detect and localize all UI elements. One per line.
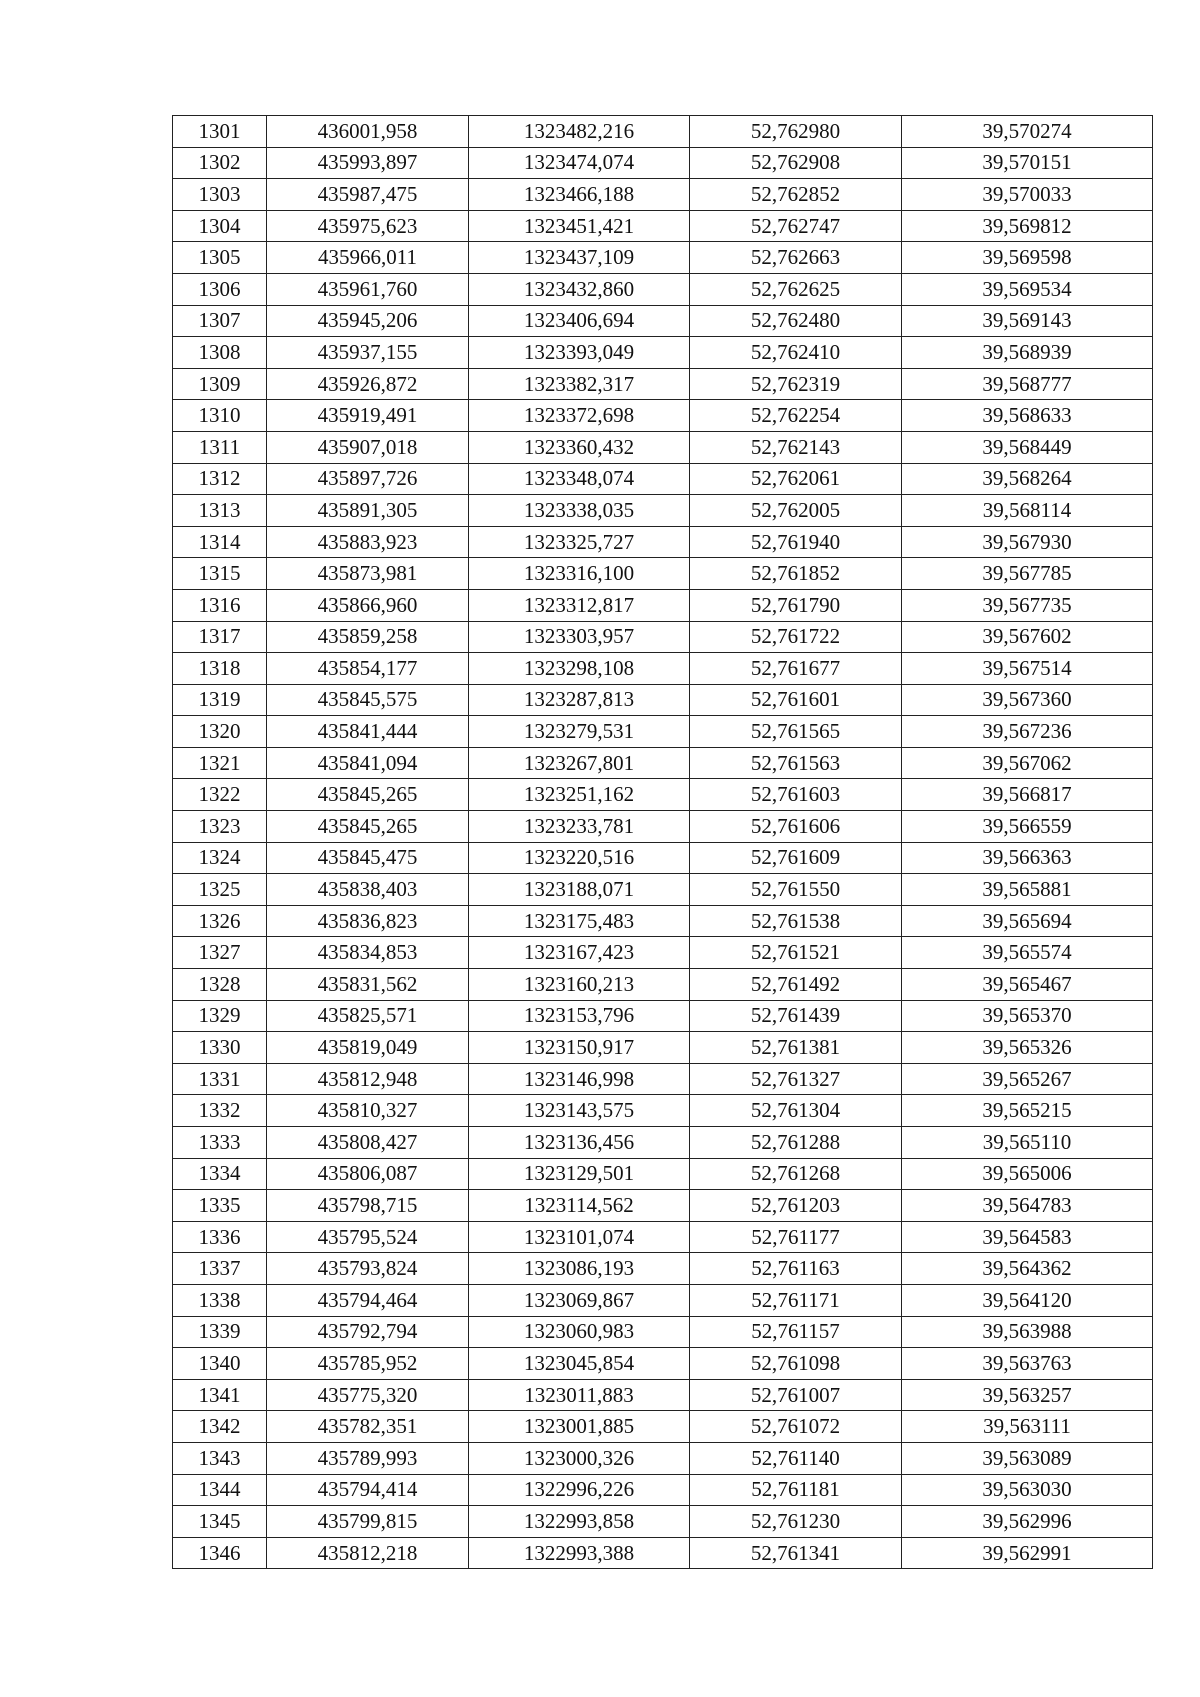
latitude-cell: 52,761550 bbox=[690, 874, 902, 906]
point-number-cell: 1336 bbox=[173, 1221, 267, 1253]
longitude-cell: 39,567930 bbox=[902, 526, 1153, 558]
y-coordinate-cell: 1323406,694 bbox=[469, 305, 690, 337]
y-coordinate-cell: 1323011,883 bbox=[469, 1379, 690, 1411]
latitude-cell: 52,762908 bbox=[690, 147, 902, 179]
table-row bbox=[173, 116, 1153, 148]
table-row bbox=[173, 1379, 1153, 1411]
table-row bbox=[173, 1000, 1153, 1032]
longitude-cell: 39,563257 bbox=[902, 1379, 1153, 1411]
longitude-cell: 39,567785 bbox=[902, 558, 1153, 590]
longitude-cell: 39,567735 bbox=[902, 589, 1153, 621]
point-number-cell: 1307 bbox=[173, 305, 267, 337]
longitude-cell: 39,568114 bbox=[902, 495, 1153, 527]
latitude-cell: 52,761327 bbox=[690, 1063, 902, 1095]
y-coordinate-cell: 1323160,213 bbox=[469, 969, 690, 1001]
table-row bbox=[173, 337, 1153, 369]
x-coordinate-cell: 435785,952 bbox=[267, 1348, 469, 1380]
x-coordinate-cell: 435782,351 bbox=[267, 1411, 469, 1443]
latitude-cell: 52,761603 bbox=[690, 779, 902, 811]
point-number-cell: 1343 bbox=[173, 1442, 267, 1474]
y-coordinate-cell: 1323150,917 bbox=[469, 1032, 690, 1064]
x-coordinate-cell: 435775,320 bbox=[267, 1379, 469, 1411]
table-row bbox=[173, 1506, 1153, 1538]
longitude-cell: 39,565215 bbox=[902, 1095, 1153, 1127]
point-number-cell: 1309 bbox=[173, 368, 267, 400]
x-coordinate-cell: 435854,177 bbox=[267, 653, 469, 685]
point-number-cell: 1337 bbox=[173, 1253, 267, 1285]
table-row bbox=[173, 1063, 1153, 1095]
table-row bbox=[173, 1316, 1153, 1348]
x-coordinate-cell: 435794,414 bbox=[267, 1474, 469, 1506]
table-row bbox=[173, 1474, 1153, 1506]
y-coordinate-cell: 1323000,326 bbox=[469, 1442, 690, 1474]
table-row bbox=[173, 1190, 1153, 1222]
longitude-cell: 39,563030 bbox=[902, 1474, 1153, 1506]
x-coordinate-cell: 435975,623 bbox=[267, 210, 469, 242]
longitude-cell: 39,568449 bbox=[902, 431, 1153, 463]
longitude-cell: 39,566817 bbox=[902, 779, 1153, 811]
y-coordinate-cell: 1323251,162 bbox=[469, 779, 690, 811]
latitude-cell: 52,761181 bbox=[690, 1474, 902, 1506]
y-coordinate-cell: 1323312,817 bbox=[469, 589, 690, 621]
table-row bbox=[173, 842, 1153, 874]
x-coordinate-cell: 435883,923 bbox=[267, 526, 469, 558]
latitude-cell: 52,761790 bbox=[690, 589, 902, 621]
y-coordinate-cell: 1323437,109 bbox=[469, 242, 690, 274]
point-number-cell: 1338 bbox=[173, 1284, 267, 1316]
table-row bbox=[173, 400, 1153, 432]
latitude-cell: 52,762980 bbox=[690, 116, 902, 148]
x-coordinate-cell: 435819,049 bbox=[267, 1032, 469, 1064]
x-coordinate-cell: 435907,018 bbox=[267, 431, 469, 463]
point-number-cell: 1316 bbox=[173, 589, 267, 621]
x-coordinate-cell: 435945,206 bbox=[267, 305, 469, 337]
longitude-cell: 39,565467 bbox=[902, 969, 1153, 1001]
x-coordinate-cell: 435919,491 bbox=[267, 400, 469, 432]
point-number-cell: 1329 bbox=[173, 1000, 267, 1032]
x-coordinate-cell: 435961,760 bbox=[267, 273, 469, 305]
x-coordinate-cell: 435810,327 bbox=[267, 1095, 469, 1127]
latitude-cell: 52,761722 bbox=[690, 621, 902, 653]
latitude-cell: 52,761563 bbox=[690, 747, 902, 779]
longitude-cell: 39,567514 bbox=[902, 653, 1153, 685]
y-coordinate-cell: 1323316,100 bbox=[469, 558, 690, 590]
point-number-cell: 1332 bbox=[173, 1095, 267, 1127]
table-row bbox=[173, 179, 1153, 211]
longitude-cell: 39,562996 bbox=[902, 1506, 1153, 1538]
longitude-cell: 39,570274 bbox=[902, 116, 1153, 148]
y-coordinate-cell: 1323482,216 bbox=[469, 116, 690, 148]
point-number-cell: 1313 bbox=[173, 495, 267, 527]
x-coordinate-cell: 435808,427 bbox=[267, 1127, 469, 1159]
y-coordinate-cell: 1323167,423 bbox=[469, 937, 690, 969]
longitude-cell: 39,565326 bbox=[902, 1032, 1153, 1064]
point-number-cell: 1323 bbox=[173, 811, 267, 843]
point-number-cell: 1340 bbox=[173, 1348, 267, 1380]
y-coordinate-cell: 1323393,049 bbox=[469, 337, 690, 369]
longitude-cell: 39,567360 bbox=[902, 684, 1153, 716]
point-number-cell: 1321 bbox=[173, 747, 267, 779]
point-number-cell: 1324 bbox=[173, 842, 267, 874]
longitude-cell: 39,565694 bbox=[902, 905, 1153, 937]
longitude-cell: 39,563763 bbox=[902, 1348, 1153, 1380]
point-number-cell: 1317 bbox=[173, 621, 267, 653]
latitude-cell: 52,761341 bbox=[690, 1537, 902, 1569]
x-coordinate-cell: 436001,958 bbox=[267, 116, 469, 148]
table-row bbox=[173, 684, 1153, 716]
longitude-cell: 39,567602 bbox=[902, 621, 1153, 653]
x-coordinate-cell: 435798,715 bbox=[267, 1190, 469, 1222]
latitude-cell: 52,762319 bbox=[690, 368, 902, 400]
table-row bbox=[173, 1348, 1153, 1380]
y-coordinate-cell: 1323338,035 bbox=[469, 495, 690, 527]
table-row bbox=[173, 210, 1153, 242]
latitude-cell: 52,761163 bbox=[690, 1253, 902, 1285]
latitude-cell: 52,761940 bbox=[690, 526, 902, 558]
table-row bbox=[173, 1284, 1153, 1316]
table-row bbox=[173, 716, 1153, 748]
y-coordinate-cell: 1323451,421 bbox=[469, 210, 690, 242]
point-number-cell: 1326 bbox=[173, 905, 267, 937]
y-coordinate-cell: 1323153,796 bbox=[469, 1000, 690, 1032]
table-row bbox=[173, 463, 1153, 495]
point-number-cell: 1305 bbox=[173, 242, 267, 274]
latitude-cell: 52,761007 bbox=[690, 1379, 902, 1411]
point-number-cell: 1331 bbox=[173, 1063, 267, 1095]
longitude-cell: 39,565110 bbox=[902, 1127, 1153, 1159]
x-coordinate-cell: 435831,562 bbox=[267, 969, 469, 1001]
longitude-cell: 39,569534 bbox=[902, 273, 1153, 305]
y-coordinate-cell: 1323287,813 bbox=[469, 684, 690, 716]
table-row bbox=[173, 589, 1153, 621]
latitude-cell: 52,761177 bbox=[690, 1221, 902, 1253]
x-coordinate-cell: 435794,464 bbox=[267, 1284, 469, 1316]
latitude-cell: 52,761538 bbox=[690, 905, 902, 937]
point-number-cell: 1311 bbox=[173, 431, 267, 463]
x-coordinate-cell: 435897,726 bbox=[267, 463, 469, 495]
point-number-cell: 1328 bbox=[173, 969, 267, 1001]
latitude-cell: 52,762852 bbox=[690, 179, 902, 211]
longitude-cell: 39,563089 bbox=[902, 1442, 1153, 1474]
latitude-cell: 52,761606 bbox=[690, 811, 902, 843]
point-number-cell: 1322 bbox=[173, 779, 267, 811]
latitude-cell: 52,761098 bbox=[690, 1348, 902, 1380]
longitude-cell: 39,570033 bbox=[902, 179, 1153, 211]
latitude-cell: 52,761677 bbox=[690, 653, 902, 685]
table-row bbox=[173, 779, 1153, 811]
longitude-cell: 39,565574 bbox=[902, 937, 1153, 969]
latitude-cell: 52,761140 bbox=[690, 1442, 902, 1474]
table-row bbox=[173, 937, 1153, 969]
x-coordinate-cell: 435812,948 bbox=[267, 1063, 469, 1095]
y-coordinate-cell: 1322993,858 bbox=[469, 1506, 690, 1538]
point-number-cell: 1312 bbox=[173, 463, 267, 495]
x-coordinate-cell: 435836,823 bbox=[267, 905, 469, 937]
latitude-cell: 52,761072 bbox=[690, 1411, 902, 1443]
longitude-cell: 39,568633 bbox=[902, 400, 1153, 432]
point-number-cell: 1306 bbox=[173, 273, 267, 305]
x-coordinate-cell: 435937,155 bbox=[267, 337, 469, 369]
point-number-cell: 1302 bbox=[173, 147, 267, 179]
latitude-cell: 52,762480 bbox=[690, 305, 902, 337]
longitude-cell: 39,565006 bbox=[902, 1158, 1153, 1190]
latitude-cell: 52,762005 bbox=[690, 495, 902, 527]
x-coordinate-cell: 435891,305 bbox=[267, 495, 469, 527]
table-row bbox=[173, 305, 1153, 337]
latitude-cell: 52,761268 bbox=[690, 1158, 902, 1190]
point-number-cell: 1318 bbox=[173, 653, 267, 685]
x-coordinate-cell: 435825,571 bbox=[267, 1000, 469, 1032]
y-coordinate-cell: 1323136,456 bbox=[469, 1127, 690, 1159]
x-coordinate-cell: 435812,218 bbox=[267, 1537, 469, 1569]
x-coordinate-cell: 435926,872 bbox=[267, 368, 469, 400]
table-row bbox=[173, 495, 1153, 527]
y-coordinate-cell: 1323220,516 bbox=[469, 842, 690, 874]
y-coordinate-cell: 1323466,188 bbox=[469, 179, 690, 211]
table-row bbox=[173, 969, 1153, 1001]
x-coordinate-cell: 435806,087 bbox=[267, 1158, 469, 1190]
table-row bbox=[173, 431, 1153, 463]
latitude-cell: 52,761565 bbox=[690, 716, 902, 748]
x-coordinate-cell: 435845,265 bbox=[267, 811, 469, 843]
table-row bbox=[173, 1032, 1153, 1064]
point-number-cell: 1308 bbox=[173, 337, 267, 369]
longitude-cell: 39,567062 bbox=[902, 747, 1153, 779]
table-row bbox=[173, 242, 1153, 274]
x-coordinate-cell: 435993,897 bbox=[267, 147, 469, 179]
longitude-cell: 39,566559 bbox=[902, 811, 1153, 843]
longitude-cell: 39,564783 bbox=[902, 1190, 1153, 1222]
longitude-cell: 39,564362 bbox=[902, 1253, 1153, 1285]
y-coordinate-cell: 1323303,957 bbox=[469, 621, 690, 653]
longitude-cell: 39,565267 bbox=[902, 1063, 1153, 1095]
table-row bbox=[173, 1253, 1153, 1285]
latitude-cell: 52,761304 bbox=[690, 1095, 902, 1127]
point-number-cell: 1330 bbox=[173, 1032, 267, 1064]
table-row bbox=[173, 1537, 1153, 1569]
y-coordinate-cell: 1323360,432 bbox=[469, 431, 690, 463]
latitude-cell: 52,761601 bbox=[690, 684, 902, 716]
latitude-cell: 52,762625 bbox=[690, 273, 902, 305]
longitude-cell: 39,567236 bbox=[902, 716, 1153, 748]
y-coordinate-cell: 1323001,885 bbox=[469, 1411, 690, 1443]
latitude-cell: 52,762061 bbox=[690, 463, 902, 495]
point-number-cell: 1301 bbox=[173, 116, 267, 148]
point-number-cell: 1319 bbox=[173, 684, 267, 716]
x-coordinate-cell: 435795,524 bbox=[267, 1221, 469, 1253]
point-number-cell: 1346 bbox=[173, 1537, 267, 1569]
x-coordinate-cell: 435873,981 bbox=[267, 558, 469, 590]
point-number-cell: 1314 bbox=[173, 526, 267, 558]
point-number-cell: 1310 bbox=[173, 400, 267, 432]
coordinates-table bbox=[172, 115, 1153, 1569]
point-number-cell: 1341 bbox=[173, 1379, 267, 1411]
latitude-cell: 52,762254 bbox=[690, 400, 902, 432]
y-coordinate-cell: 1323474,074 bbox=[469, 147, 690, 179]
y-coordinate-cell: 1323382,317 bbox=[469, 368, 690, 400]
point-number-cell: 1315 bbox=[173, 558, 267, 590]
table-row bbox=[173, 558, 1153, 590]
longitude-cell: 39,570151 bbox=[902, 147, 1153, 179]
point-number-cell: 1333 bbox=[173, 1127, 267, 1159]
x-coordinate-cell: 435866,960 bbox=[267, 589, 469, 621]
point-number-cell: 1303 bbox=[173, 179, 267, 211]
table-row bbox=[173, 811, 1153, 843]
table-row bbox=[173, 1127, 1153, 1159]
latitude-cell: 52,761157 bbox=[690, 1316, 902, 1348]
table-row bbox=[173, 747, 1153, 779]
x-coordinate-cell: 435841,094 bbox=[267, 747, 469, 779]
x-coordinate-cell: 435799,815 bbox=[267, 1506, 469, 1538]
x-coordinate-cell: 435859,258 bbox=[267, 621, 469, 653]
longitude-cell: 39,568264 bbox=[902, 463, 1153, 495]
x-coordinate-cell: 435838,403 bbox=[267, 874, 469, 906]
point-number-cell: 1345 bbox=[173, 1506, 267, 1538]
table-row bbox=[173, 147, 1153, 179]
point-number-cell: 1320 bbox=[173, 716, 267, 748]
y-coordinate-cell: 1323279,531 bbox=[469, 716, 690, 748]
table-row bbox=[173, 621, 1153, 653]
x-coordinate-cell: 435966,011 bbox=[267, 242, 469, 274]
latitude-cell: 52,761521 bbox=[690, 937, 902, 969]
x-coordinate-cell: 435845,475 bbox=[267, 842, 469, 874]
table-row bbox=[173, 1221, 1153, 1253]
point-number-cell: 1327 bbox=[173, 937, 267, 969]
longitude-cell: 39,564583 bbox=[902, 1221, 1153, 1253]
point-number-cell: 1304 bbox=[173, 210, 267, 242]
longitude-cell: 39,568777 bbox=[902, 368, 1153, 400]
table-row bbox=[173, 368, 1153, 400]
latitude-cell: 52,761203 bbox=[690, 1190, 902, 1222]
y-coordinate-cell: 1323372,698 bbox=[469, 400, 690, 432]
table-row bbox=[173, 526, 1153, 558]
longitude-cell: 39,568939 bbox=[902, 337, 1153, 369]
longitude-cell: 39,564120 bbox=[902, 1284, 1153, 1316]
coordinates-table-body bbox=[173, 116, 1153, 1569]
y-coordinate-cell: 1323325,727 bbox=[469, 526, 690, 558]
longitude-cell: 39,562991 bbox=[902, 1537, 1153, 1569]
y-coordinate-cell: 1323267,801 bbox=[469, 747, 690, 779]
latitude-cell: 52,761609 bbox=[690, 842, 902, 874]
point-number-cell: 1342 bbox=[173, 1411, 267, 1443]
table-row bbox=[173, 1095, 1153, 1127]
y-coordinate-cell: 1323298,108 bbox=[469, 653, 690, 685]
table-row bbox=[173, 1158, 1153, 1190]
y-coordinate-cell: 1323101,074 bbox=[469, 1221, 690, 1253]
latitude-cell: 52,762143 bbox=[690, 431, 902, 463]
x-coordinate-cell: 435834,853 bbox=[267, 937, 469, 969]
longitude-cell: 39,565370 bbox=[902, 1000, 1153, 1032]
point-number-cell: 1334 bbox=[173, 1158, 267, 1190]
latitude-cell: 52,762663 bbox=[690, 242, 902, 274]
y-coordinate-cell: 1323086,193 bbox=[469, 1253, 690, 1285]
x-coordinate-cell: 435793,824 bbox=[267, 1253, 469, 1285]
latitude-cell: 52,762410 bbox=[690, 337, 902, 369]
y-coordinate-cell: 1323045,854 bbox=[469, 1348, 690, 1380]
table-row bbox=[173, 874, 1153, 906]
longitude-cell: 39,569812 bbox=[902, 210, 1153, 242]
table-row bbox=[173, 653, 1153, 685]
y-coordinate-cell: 1323114,562 bbox=[469, 1190, 690, 1222]
table-row bbox=[173, 905, 1153, 937]
y-coordinate-cell: 1323129,501 bbox=[469, 1158, 690, 1190]
latitude-cell: 52,761171 bbox=[690, 1284, 902, 1316]
longitude-cell: 39,566363 bbox=[902, 842, 1153, 874]
table-row bbox=[173, 1442, 1153, 1474]
longitude-cell: 39,569598 bbox=[902, 242, 1153, 274]
y-coordinate-cell: 1322996,226 bbox=[469, 1474, 690, 1506]
point-number-cell: 1339 bbox=[173, 1316, 267, 1348]
x-coordinate-cell: 435841,444 bbox=[267, 716, 469, 748]
x-coordinate-cell: 435792,794 bbox=[267, 1316, 469, 1348]
longitude-cell: 39,569143 bbox=[902, 305, 1153, 337]
y-coordinate-cell: 1322993,388 bbox=[469, 1537, 690, 1569]
y-coordinate-cell: 1323175,483 bbox=[469, 905, 690, 937]
latitude-cell: 52,761439 bbox=[690, 1000, 902, 1032]
point-number-cell: 1335 bbox=[173, 1190, 267, 1222]
y-coordinate-cell: 1323233,781 bbox=[469, 811, 690, 843]
y-coordinate-cell: 1323069,867 bbox=[469, 1284, 690, 1316]
latitude-cell: 52,761230 bbox=[690, 1506, 902, 1538]
table-row bbox=[173, 273, 1153, 305]
x-coordinate-cell: 435845,265 bbox=[267, 779, 469, 811]
y-coordinate-cell: 1323146,998 bbox=[469, 1063, 690, 1095]
y-coordinate-cell: 1323188,071 bbox=[469, 874, 690, 906]
point-number-cell: 1344 bbox=[173, 1474, 267, 1506]
latitude-cell: 52,761492 bbox=[690, 969, 902, 1001]
x-coordinate-cell: 435987,475 bbox=[267, 179, 469, 211]
y-coordinate-cell: 1323432,860 bbox=[469, 273, 690, 305]
latitude-cell: 52,761288 bbox=[690, 1127, 902, 1159]
y-coordinate-cell: 1323060,983 bbox=[469, 1316, 690, 1348]
table-row bbox=[173, 1411, 1153, 1443]
latitude-cell: 52,761381 bbox=[690, 1032, 902, 1064]
latitude-cell: 52,762747 bbox=[690, 210, 902, 242]
x-coordinate-cell: 435789,993 bbox=[267, 1442, 469, 1474]
x-coordinate-cell: 435845,575 bbox=[267, 684, 469, 716]
y-coordinate-cell: 1323348,074 bbox=[469, 463, 690, 495]
y-coordinate-cell: 1323143,575 bbox=[469, 1095, 690, 1127]
longitude-cell: 39,565881 bbox=[902, 874, 1153, 906]
longitude-cell: 39,563988 bbox=[902, 1316, 1153, 1348]
latitude-cell: 52,761852 bbox=[690, 558, 902, 590]
point-number-cell: 1325 bbox=[173, 874, 267, 906]
longitude-cell: 39,563111 bbox=[902, 1411, 1153, 1443]
